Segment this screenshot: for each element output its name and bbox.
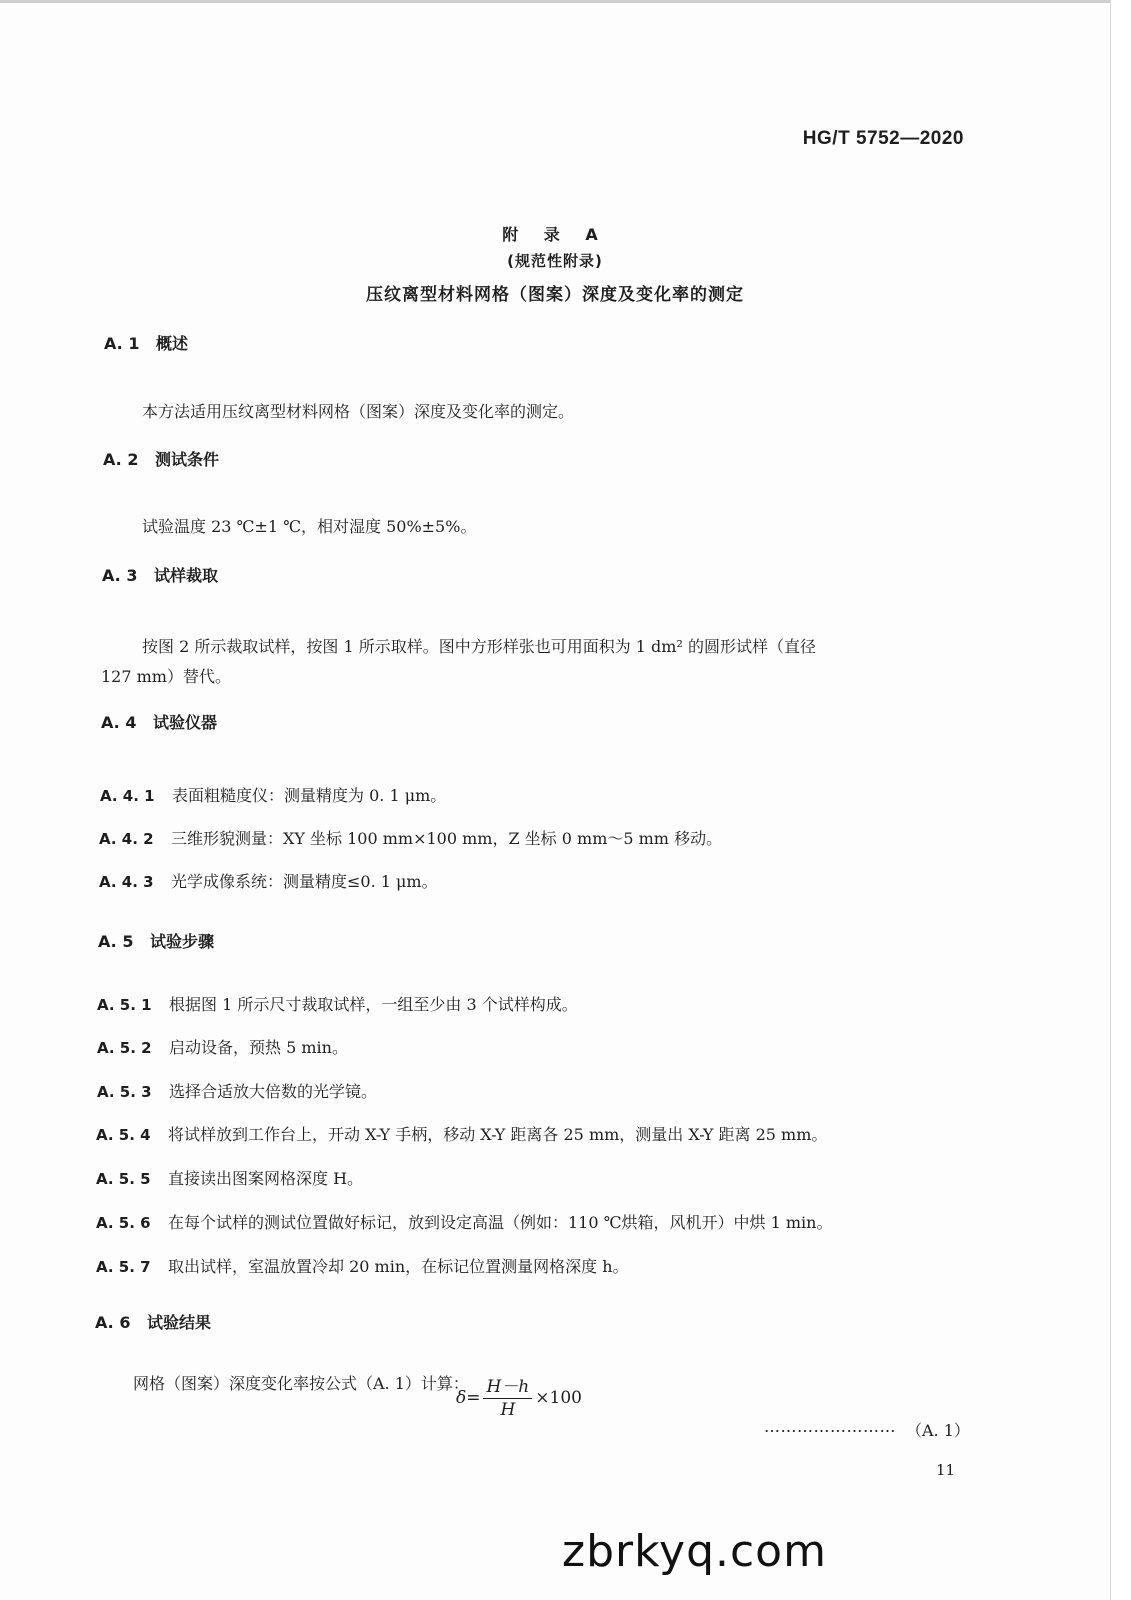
formula-leader-dots: ……………………	[764, 1417, 896, 1436]
item-text: 光学成像系统：测量精度≤0. 1 μm。	[171, 872, 438, 891]
item-text: 在每个试样的测试位置做好标记，放到设定高温（例如：110 ℃烘箱，风机开）中烘 1 min。	[168, 1213, 833, 1232]
list-item-a5-5	[96, 1166, 363, 1189]
item-text: 将试样放到工作台上，开动 X-Y 手柄，移动 X-Y 距离各 25 mm，测量出 X-Y 距离 25 mm。	[168, 1125, 828, 1144]
item-text: 根据图 1 所示尺寸裁取试样，一组至少由 3 个试样构成。	[169, 995, 578, 1014]
list-item-a5-2	[97, 1035, 348, 1058]
section-title: 概述	[156, 334, 189, 353]
section-title: 试验步骤	[150, 932, 215, 951]
paragraph-a2: 试验温度 23 ℃±1 ℃，相对湿度 50%±5%。	[142, 517, 477, 536]
formula-a1	[456, 1376, 582, 1424]
item-text: 取出试样，室温放置冷却 20 min，在标记位置测量网格深度 h。	[168, 1257, 629, 1276]
item-number: A. 5. 7	[96, 1258, 151, 1276]
scan-edge	[0, 0, 1110, 3]
item-text: 启动设备，预热 5 min。	[169, 1038, 348, 1057]
page-number: 11	[936, 1461, 956, 1479]
item-text: 选择合适放大倍数的光学镜。	[169, 1082, 378, 1101]
section-heading-a1	[104, 331, 188, 354]
paragraph-a3-line1: 按图 2 所示裁取试样，按图 1 所示取样。图中方形样张也可用面积为 1 dm² 的圆形试样（直径	[142, 637, 816, 656]
list-item-a4-1	[100, 783, 446, 806]
section-title: 测试条件	[155, 450, 220, 469]
formula-label: （A. 1）	[906, 1421, 970, 1440]
list-item-a5-3	[97, 1079, 377, 1102]
item-number: A. 4. 3	[99, 873, 154, 891]
item-number: A. 5. 4	[96, 1126, 151, 1144]
section-title: 试验仪器	[153, 713, 218, 732]
item-text: 直接读出图案网格深度 H。	[168, 1169, 364, 1188]
section-number: A. 5	[98, 932, 134, 951]
section-heading-a3	[102, 563, 218, 586]
list-item-a5-6	[96, 1210, 832, 1233]
list-item-a4-2	[99, 826, 722, 849]
paragraph-a1: 本方法适用压纹离型材料网格（图案）深度及变化率的测定。	[142, 402, 575, 421]
list-item-a5-4	[96, 1122, 827, 1145]
formula-numerator: H－h	[483, 1376, 532, 1399]
section-number: A. 4	[101, 713, 137, 732]
section-heading-a4	[101, 710, 217, 733]
item-number: A. 4. 2	[99, 830, 154, 848]
list-item-a5-7	[96, 1254, 629, 1277]
formula-multiplier: ×100	[535, 1388, 582, 1408]
section-heading-a2	[103, 447, 219, 470]
formula-lhs: δ=	[456, 1388, 481, 1408]
standard-code: HG/T 5752—2020	[802, 128, 964, 149]
formula-denominator: H	[500, 1400, 516, 1420]
section-title: 试样裁取	[154, 566, 219, 585]
item-text: 表面粗糙度仪：测量精度为 0. 1 μm。	[172, 786, 447, 805]
section-heading-a5	[98, 929, 214, 952]
item-number: A. 4. 1	[100, 787, 155, 805]
section-number: A. 1	[104, 334, 140, 353]
section-heading-a6	[95, 1310, 211, 1333]
section-title: 试验结果	[147, 1313, 212, 1332]
section-number: A. 3	[102, 566, 138, 585]
item-number: A. 5. 2	[97, 1039, 152, 1057]
formula-fraction	[483, 1376, 532, 1421]
item-number: A. 5. 1	[97, 996, 152, 1014]
section-number: A. 2	[103, 450, 139, 469]
appendix-label: 附 录 A	[502, 225, 608, 244]
appendix-title: 压纹离型材料网格（图案）深度及变化率的测定	[366, 285, 744, 305]
item-number: A. 5. 5	[96, 1170, 151, 1188]
list-item-a5-1	[97, 992, 578, 1015]
paragraph-a6: 网格（图案）深度变化率按公式（A. 1）计算：	[133, 1374, 469, 1393]
paragraph-a3-line2: 127 mm）替代。	[101, 667, 231, 686]
item-text: 三维形貌测量：XY 坐标 100 mm×100 mm，Z 坐标 0 mm～5 mm 移动。	[171, 829, 723, 848]
section-number: A. 6	[95, 1313, 131, 1332]
item-number: A. 5. 3	[97, 1083, 152, 1101]
watermark: zbrkyq.com	[562, 1526, 827, 1577]
list-item-a4-3	[99, 869, 438, 892]
appendix-type: (规范性附录)	[507, 252, 603, 270]
item-number: A. 5. 6	[96, 1214, 151, 1232]
